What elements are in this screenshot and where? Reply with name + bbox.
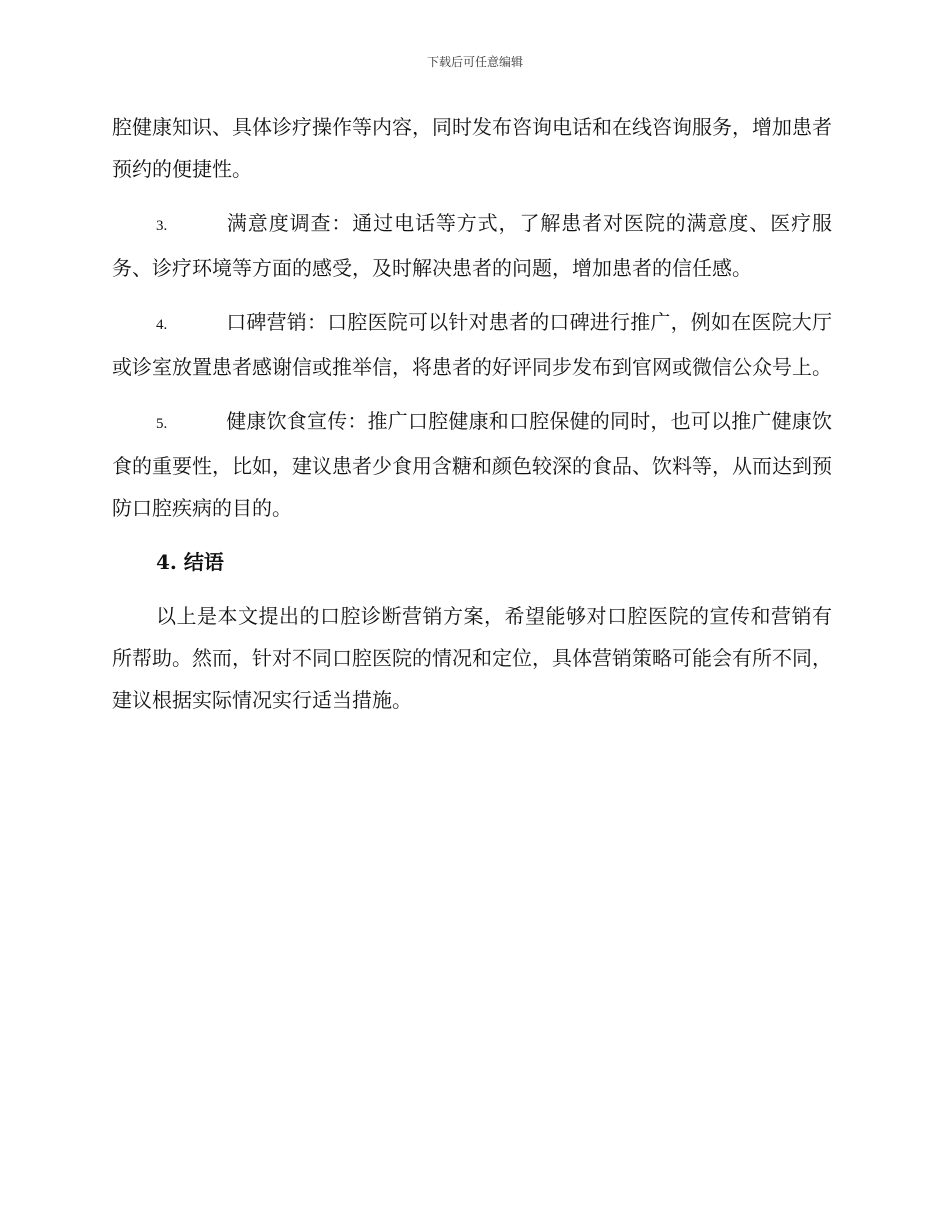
list-item-number: 4.	[156, 317, 168, 333]
conclusion-paragraph: 以上是本文提出的口腔诊断营销方案，希望能够对口腔医院的宣传和营销有所帮助。然而，针对不同口腔医院的情况和定位，具体营销策略可能会有所不同，建议根据实际情况实行适当措施。	[112, 604, 832, 712]
spacer	[112, 289, 832, 301]
spacer	[112, 190, 832, 202]
list-item-text: 满意度调查：通过电话等方式，了解患者对医院的满意度、医疗服务、诊疗环境等方面的感受，及时解决患者的问题，增加患者的信任感。	[112, 211, 832, 280]
list-item	[112, 400, 832, 529]
page-header: 下载后可任意编辑	[426, 55, 523, 69]
spacer	[112, 529, 832, 541]
list-item-text: 口碑营销：口腔医院可以针对患者的口碑进行推广，例如在医院大厅或诊室放置患者感谢信或推举信，将患者的好评同步发布到官网或微信公众号上。	[112, 310, 832, 379]
intro-paragraph: 腔健康知识、具体诊疗操作等内容，同时发布咨询电话和在线咨询服务，增加患者预约的便捷性。	[112, 115, 832, 181]
spacer	[112, 583, 832, 595]
spacer	[112, 388, 832, 400]
list-item	[112, 202, 832, 289]
list-item	[112, 301, 832, 388]
document-body	[112, 106, 832, 721]
section-heading: 4. 结语	[156, 550, 224, 574]
list-item-number: 3.	[156, 218, 168, 234]
list-item-number: 5.	[156, 416, 168, 432]
list-item-text: 健康饮食宣传：推广口腔健康和口腔保健的同时，也可以推广健康饮食的重要性，比如，建议患者少食用含糖和颜色较深的食品、饮料等，从而达到预防口腔疾病的目的。	[112, 409, 832, 520]
